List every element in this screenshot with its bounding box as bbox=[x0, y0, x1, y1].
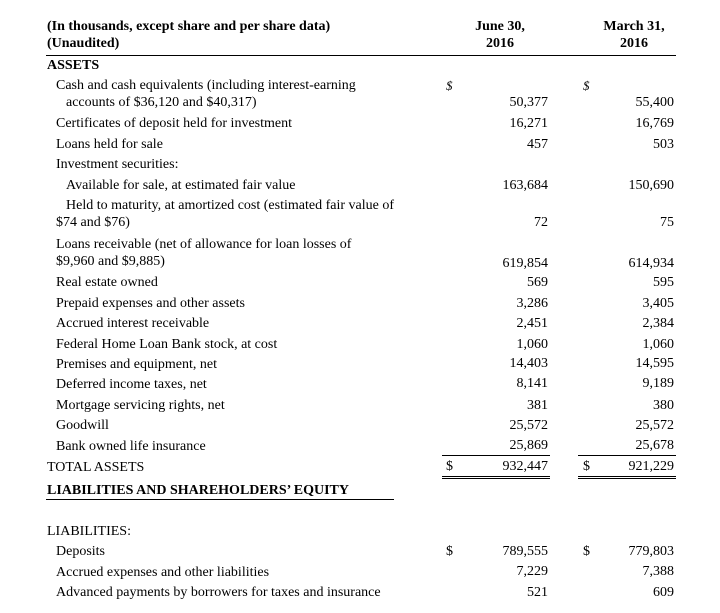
assets-heading: ASSETS bbox=[47, 58, 100, 73]
cell-value: 14,403 bbox=[509, 356, 548, 371]
dollar-sign: $ bbox=[446, 544, 453, 559]
total-double-rule bbox=[442, 476, 550, 477]
row-label: $74 and $76) bbox=[56, 215, 130, 230]
row-label: Certificates of deposit held for investment bbox=[56, 116, 292, 131]
liabilities-heading: LIABILITIES AND SHAREHOLDERS’ EQUITY bbox=[47, 483, 349, 498]
cell-value: 503 bbox=[653, 137, 674, 152]
cell-value: 150,690 bbox=[628, 178, 674, 193]
cell-value: 7,229 bbox=[516, 564, 548, 579]
cell-value: 8,141 bbox=[516, 376, 548, 391]
cell-value: 457 bbox=[527, 137, 548, 152]
col-header-june: June 30, bbox=[475, 19, 525, 34]
cell-value: 75 bbox=[660, 215, 674, 230]
cell-value: 50,377 bbox=[509, 95, 548, 110]
dollar-sign: $ bbox=[583, 78, 590, 93]
dollar-sign: $ bbox=[583, 544, 590, 559]
col-header-june-year: 2016 bbox=[486, 36, 514, 51]
cell-value: 595 bbox=[653, 275, 674, 290]
row-label: Premises and equipment, net bbox=[56, 357, 217, 372]
row-label: Prepaid expenses and other assets bbox=[56, 296, 245, 311]
dollar-sign: $ bbox=[583, 459, 590, 474]
row-label: Goodwill bbox=[56, 418, 109, 433]
row-label: $9,960 and $9,885) bbox=[56, 254, 165, 269]
col-header-march: March 31, bbox=[603, 19, 665, 34]
total-assets-label: TOTAL ASSETS bbox=[47, 460, 145, 475]
row-label: Bank owned life insurance bbox=[56, 439, 206, 454]
dollar-sign: $ bbox=[446, 78, 453, 93]
row-label: Accrued interest receivable bbox=[56, 316, 210, 331]
heading-underline bbox=[46, 499, 394, 500]
cell-value: 569 bbox=[527, 275, 548, 290]
total-double-rule bbox=[442, 478, 550, 479]
liabilities-subheading: LIABILITIES: bbox=[47, 524, 131, 539]
cell-value: 72 bbox=[534, 215, 548, 230]
cell-value: 7,388 bbox=[642, 564, 674, 579]
total-value: 932,447 bbox=[502, 459, 548, 474]
row-label: Investment securities: bbox=[56, 157, 179, 172]
cell-value: 2,384 bbox=[642, 316, 674, 331]
cell-value: 3,405 bbox=[642, 296, 674, 311]
row-label: Available for sale, at estimated fair value bbox=[66, 178, 296, 193]
cell-value: 2,451 bbox=[516, 316, 548, 331]
cell-value: 55,400 bbox=[635, 95, 674, 110]
row-label: Mortgage servicing rights, net bbox=[56, 398, 225, 413]
cell-value: 1,060 bbox=[516, 337, 548, 352]
cell-value: 25,572 bbox=[635, 418, 674, 433]
cell-value: 609 bbox=[653, 585, 674, 600]
table-caption: (In thousands, except share and per share data) bbox=[47, 19, 331, 34]
cell-value: 619,854 bbox=[502, 256, 548, 271]
cell-value: 614,934 bbox=[628, 256, 674, 271]
row-label: Real estate owned bbox=[56, 275, 158, 290]
table-caption-unaudited: (Unaudited) bbox=[47, 36, 120, 51]
cell-value: 9,189 bbox=[642, 376, 674, 391]
row-label: Loans receivable (net of allowance for loan losses of bbox=[56, 237, 352, 252]
dollar-sign: $ bbox=[446, 459, 453, 474]
cell-value: 779,803 bbox=[628, 544, 674, 559]
cell-value: 1,060 bbox=[642, 337, 674, 352]
cell-value: 16,271 bbox=[509, 116, 548, 131]
cell-value: 25,572 bbox=[509, 418, 548, 433]
cell-value: 789,555 bbox=[502, 544, 548, 559]
cell-value: 3,286 bbox=[516, 296, 548, 311]
cell-value: 381 bbox=[527, 398, 548, 413]
row-label: Deferred income taxes, net bbox=[56, 377, 207, 392]
total-value: 921,229 bbox=[628, 459, 674, 474]
row-label: Federal Home Loan Bank stock, at cost bbox=[56, 337, 278, 352]
cell-value: 25,869 bbox=[509, 438, 548, 453]
cell-value: 163,684 bbox=[502, 178, 548, 193]
row-label: Advanced payments by borrowers for taxes and insurance bbox=[56, 585, 381, 600]
cell-value: 380 bbox=[653, 398, 674, 413]
row-label: Loans held for sale bbox=[56, 137, 163, 152]
col-header-march-year: 2016 bbox=[620, 36, 648, 51]
total-double-rule bbox=[578, 478, 676, 479]
row-label: Accrued expenses and other liabilities bbox=[56, 565, 270, 580]
cell-value: 521 bbox=[527, 585, 548, 600]
header-rule bbox=[46, 55, 676, 56]
subtotal-rule bbox=[578, 455, 676, 456]
row-label: Deposits bbox=[56, 544, 105, 559]
subtotal-rule bbox=[442, 455, 550, 456]
row-label: Cash and cash equivalents (including interest-earning bbox=[56, 78, 356, 93]
cell-value: 14,595 bbox=[635, 356, 674, 371]
row-label: accounts of $36,120 and $40,317) bbox=[66, 95, 257, 110]
row-label: Held to maturity, at amortized cost (estimated fair value of bbox=[66, 198, 394, 213]
total-double-rule bbox=[578, 476, 676, 477]
cell-value: 16,769 bbox=[635, 116, 674, 131]
cell-value: 25,678 bbox=[635, 438, 674, 453]
